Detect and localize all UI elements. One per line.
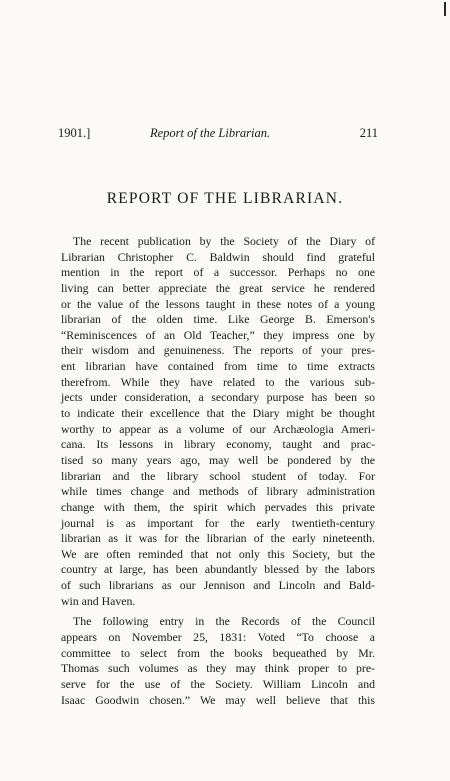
text-line: of such librarians as our Jennison and Lincoln and Bald- (61, 578, 375, 593)
header-year: 1901.] (58, 126, 91, 140)
text-line: “Reminiscences of an Old Teacher,” they impress one by (61, 327, 375, 342)
text-line: serve for the use of the Society. William Lincoln and (61, 676, 375, 691)
text-line: committee to select from the books bequeathed by Mr. (61, 645, 375, 660)
text-line: while times change and methods of library administration (61, 484, 375, 499)
text-line: jects under consideration, a secondary purpose has been so (61, 390, 375, 405)
running-header (58, 124, 378, 142)
text-line: appears on November 25, 1831: Voted “To choose a (61, 630, 375, 645)
text-line: Thomas such volumes as they may think proper to pre- (61, 661, 375, 676)
text-line: We are often reminded that not only this Society, but the (61, 546, 375, 561)
text-line: journal is as important for the early twentieth-century (61, 515, 375, 530)
text-line: their wisdom and genuineness. The reports of your pres- (61, 343, 375, 358)
header-running-title: Report of the Librarian. (150, 126, 271, 140)
text-line: librarian as it was for the librarian of the early nineteenth. (61, 531, 375, 546)
text-line: mention in the report of a successor. Perhaps no one (61, 265, 375, 280)
text-line: to indicate their excellence that the Diary might be thought (61, 406, 375, 421)
text-line: librarian and the library school student of today. For (61, 468, 375, 483)
text-line: worthy to appear as a volume of our Archæologia Ameri- (61, 421, 375, 436)
text-line: cana. Its lessons in library economy, taught and prac- (61, 437, 375, 452)
text-line: librarian of the olden time. Like George B. Emerson's (61, 312, 375, 327)
text-line: country at large, has been abundantly blessed by the labors (61, 562, 375, 577)
text-line: win and Haven. (61, 593, 136, 608)
paragraph-2 (61, 614, 375, 708)
text-line: change with them, the spirit which pervades this private (61, 499, 375, 514)
text-line: Librarian Christopher C. Baldwin should find grateful (61, 249, 375, 264)
body-text (61, 234, 375, 708)
text-line: tised so many years ago, may well be pondered by the (61, 452, 375, 467)
text-line: The recent publication by the Society of the Diary of (73, 234, 375, 248)
text-line: therefrom. While they have related to the various sub- (61, 374, 375, 389)
text-line: The following entry in the Records of the Council (73, 614, 375, 629)
text-line: or the value of the lessons taught in these notes of a young (61, 296, 375, 311)
paragraph-1 (61, 234, 375, 609)
text-line: Isaac Goodwin chosen.” We may well believe that this (61, 692, 375, 707)
text-line: living can better appreciate the great service he rendered (61, 280, 375, 295)
text-line: ent librarian have contained from time to time extracts (61, 359, 375, 374)
page-edge-mark (438, 2, 446, 16)
page-number: 211 (359, 126, 378, 140)
section-title: REPORT OF THE LIBRARIAN. (106, 190, 344, 207)
